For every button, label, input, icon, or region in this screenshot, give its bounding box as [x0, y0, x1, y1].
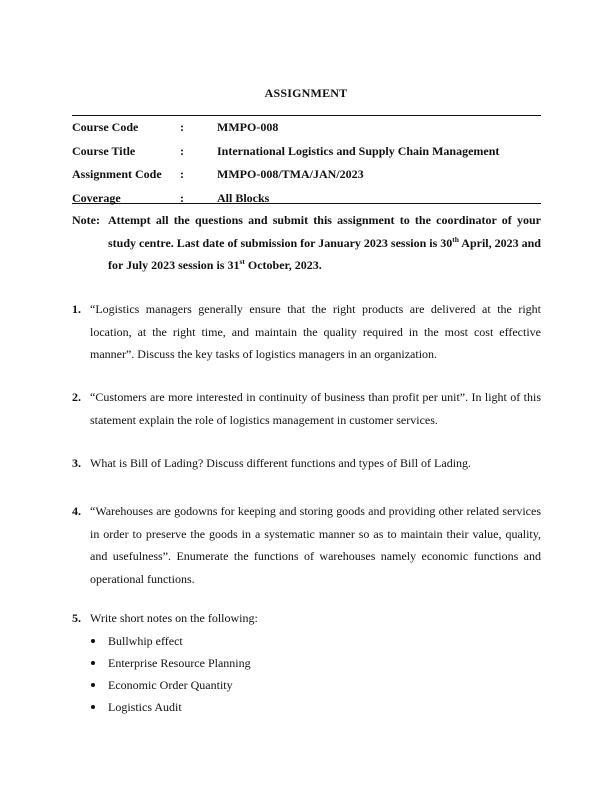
- meta-label: Coverage: [72, 190, 121, 205]
- question-text: “Logistics managers generally ensure that the right products are delivered at the right location, at the right time, and maintain the quality required in the most cost effective manner”. Discuss the key tasks of logistics managers in an organization.: [90, 302, 541, 361]
- list-item-text: Enterprise Resource Planning: [108, 655, 251, 670]
- meta-separator: :: [180, 120, 184, 134]
- question-text: What is Bill of Lading? Discuss different functions and types of Bill of Lading.: [90, 456, 472, 470]
- question-number: 3.: [72, 456, 81, 470]
- list-item: [90, 630, 541, 652]
- submission-note: [72, 209, 541, 277]
- bullet-icon: [91, 639, 95, 643]
- note-text: [72, 209, 541, 277]
- ordinal-suffix: th: [452, 234, 459, 244]
- note-text-part: October, 2023.: [244, 258, 322, 272]
- course-meta-table: [72, 115, 541, 204]
- question-3: [72, 452, 541, 475]
- meta-separator: :: [180, 190, 184, 205]
- meta-value: MMPO-008: [217, 120, 279, 134]
- question-2: [72, 386, 541, 431]
- meta-value: All Blocks: [217, 190, 270, 205]
- question-1: [72, 298, 541, 366]
- meta-value: International Logistics and Supply Chain Management: [217, 143, 500, 158]
- list-item-text: Economic Order Quantity: [108, 677, 233, 692]
- meta-label: Course Title: [72, 143, 136, 158]
- question-number: 1.: [72, 302, 81, 316]
- list-item: [90, 652, 541, 674]
- question-5: [72, 607, 541, 718]
- question-number: 5.: [72, 611, 81, 625]
- meta-row-course-title: [72, 143, 541, 167]
- note-label: Note:: [72, 213, 100, 227]
- question-4: [72, 500, 541, 590]
- list-item-text: Logistics Audit: [108, 699, 182, 714]
- question-number: 4.: [72, 504, 81, 518]
- meta-label: Course Code: [72, 120, 139, 134]
- meta-separator: :: [180, 167, 184, 181]
- note-text-part: Attempt all the questions and submit this assignment to the coordinator of your study centre. Last date of submission for January 2023 session is 30: [108, 213, 541, 250]
- meta-value: MMPO-008/TMA/JAN/2023: [217, 167, 364, 181]
- meta-row-course-code: [72, 119, 541, 143]
- bullet-icon: [91, 705, 95, 709]
- short-notes-list: [90, 630, 541, 718]
- list-item: [90, 674, 541, 696]
- question-text: “Warehouses are godowns for keeping and storing goods and providing other related services in order to preserve the goods in a systematic manner so as to maintain their value, quality, and usefulness”. Enumerate the functions of warehouses namely economic functions and operational functions.: [90, 504, 541, 586]
- question-text: Write short notes on the following:: [90, 611, 258, 625]
- note-text-part: April, 2023 and for July 2023 session is 31: [108, 235, 541, 272]
- bullet-icon: [91, 661, 95, 665]
- meta-separator: :: [180, 143, 184, 158]
- question-text: “Customers are more interested in continuity of business than profit per unit”. In light of this statement explain the role of logistics management in customer services.: [90, 390, 541, 427]
- question-number: 2.: [72, 390, 81, 404]
- meta-label: Assignment Code: [72, 167, 162, 181]
- meta-row-assignment-code: [72, 166, 541, 190]
- ordinal-suffix: st: [239, 257, 245, 266]
- list-item-text: Bullwhip effect: [108, 633, 183, 648]
- document-title: ASSIGNMENT: [264, 86, 348, 100]
- bullet-icon: [91, 683, 95, 687]
- list-item: [90, 696, 541, 718]
